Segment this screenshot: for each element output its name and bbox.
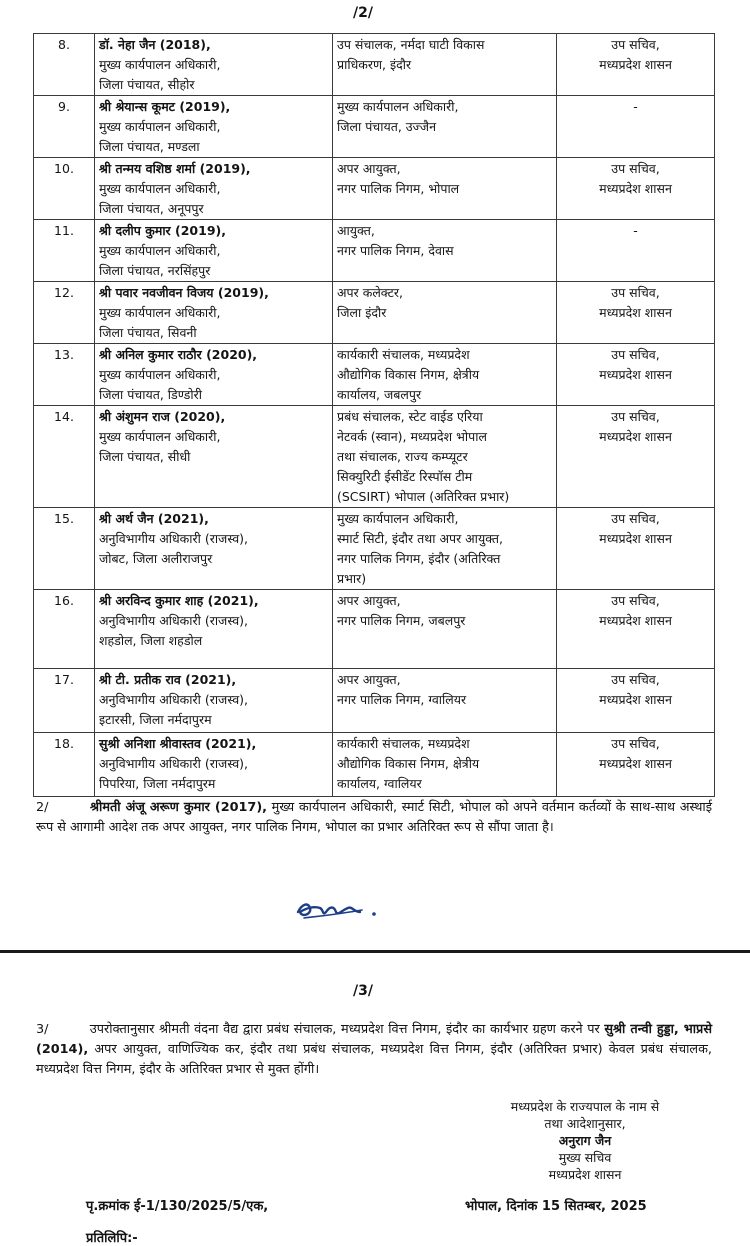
current-posting-line: जिला पंचायत, मण्डला: [99, 139, 200, 154]
new-posting-cell: [333, 508, 557, 590]
officer-name: डॉ. नेहा जैन (2018),: [99, 37, 211, 52]
page-number-2: /2/: [353, 5, 373, 21]
table-row: [34, 406, 715, 508]
table-row: [34, 733, 715, 797]
current-posting-line: मुख्य कार्यपालन अधिकारी,: [99, 429, 221, 444]
rank-line: उप सचिव,: [611, 409, 660, 424]
new-posting-line: अपर आयुक्त,: [337, 593, 401, 608]
new-posting-cell: [333, 733, 557, 797]
serial-number: 10.: [34, 158, 95, 220]
page-divider: [0, 950, 750, 953]
officer-cell: [95, 733, 333, 797]
current-posting-line: अनुविभागीय अधिकारी (राजस्व),: [99, 613, 248, 628]
rank-line: उप सचिव,: [611, 347, 660, 362]
officer-name: श्री श्रेयान्स कूमट (2019),: [99, 99, 231, 114]
rank-cell: [557, 34, 715, 96]
table-row: [34, 669, 715, 733]
officer-name: श्री अरविन्द कुमार शाह (2021),: [99, 593, 259, 608]
rank-cell: [557, 590, 715, 669]
current-posting-line: मुख्य कार्यपालन अधिकारी,: [99, 119, 221, 134]
new-posting-cell: [333, 220, 557, 282]
officer-cell: [95, 590, 333, 669]
rank-line: मध्यप्रदेश शासन: [599, 181, 672, 196]
signature-mark: [290, 888, 390, 926]
new-posting-line: अपर आयुक्त,: [337, 161, 401, 176]
officer-cell: [95, 344, 333, 406]
officer-cell: [95, 406, 333, 508]
current-posting-line: इटारसी, जिला नर्मदापुरम: [99, 712, 212, 727]
rank-line: उप सचिव,: [611, 511, 660, 526]
table-row: [34, 344, 715, 406]
serial-number: 8.: [34, 34, 95, 96]
serial-number: 9.: [34, 96, 95, 158]
rank-cell: [557, 282, 715, 344]
current-posting-line: जोबट, जिला अलीराजपुर: [99, 551, 213, 566]
new-posting-line: मुख्य कार्यपालन अधिकारी,: [337, 99, 459, 114]
new-posting-line: प्राधिकरण, इंदौर: [337, 57, 412, 72]
new-posting-line: जिला पंचायत, उज्जैन: [337, 119, 437, 134]
new-posting-line: (SCSIRT) भोपाल (अतिरिक्त प्रभार): [337, 489, 510, 504]
rank-line: मध्यप्रदेश शासन: [599, 367, 672, 382]
new-posting-cell: [333, 158, 557, 220]
new-posting-line: स्मार्ट सिटी, इंदौर तथा अपर आयुक्त,: [337, 531, 504, 546]
para-2-text: मुख्य कार्यपालन अधिकारी, स्मार्ट सिटी, भोपाल को अपने वर्तमान कर्तव्यों के साथ-साथ अस्थाई रूप से आगामी आदेश तक अपर आयुक्त, नगर पालिक निगम, भोपाल का प्रभार अतिरिक्त रूप से सौंपा जाता है।: [36, 800, 712, 835]
transfer-table: [33, 33, 715, 797]
rank-line: उप सचिव,: [611, 37, 660, 52]
new-posting-cell: [333, 282, 557, 344]
order-number: पृ.क्रमांक ई-1/130/2025/5/एक,: [86, 1199, 269, 1214]
new-posting-line: अपर कलेक्टर,: [337, 285, 404, 300]
paragraph-3: [36, 1020, 712, 1080]
table-row: [34, 34, 715, 96]
rank-cell: [557, 406, 715, 508]
rank-line: उप सचिव,: [611, 672, 660, 687]
current-posting-line: अनुविभागीय अधिकारी (राजस्व),: [99, 531, 248, 546]
rank-line: मध्यप्रदेश शासन: [599, 692, 672, 707]
officer-name: श्री पवार नवजीवन विजय (2019),: [99, 285, 269, 300]
current-posting-line: अनुविभागीय अधिकारी (राजस्व),: [99, 692, 248, 707]
rank-line: उप सचिव,: [611, 593, 660, 608]
rank-line: -: [633, 99, 638, 114]
new-posting-line: औद्योगिक विकास निगम, क्षेत्रीय: [337, 367, 480, 382]
copy-label: प्रतिलिपि:-: [86, 1231, 138, 1246]
serial-number: 12.: [34, 282, 95, 344]
new-posting-cell: [333, 96, 557, 158]
page-number-3: /3/: [353, 983, 373, 999]
para-3-number: 3/: [36, 1022, 49, 1037]
serial-number: 14.: [34, 406, 95, 508]
rank-line: मध्यप्रदेश शासन: [599, 756, 672, 771]
new-posting-cell: [333, 344, 557, 406]
table-row: [34, 282, 715, 344]
serial-number: 15.: [34, 508, 95, 590]
signatory-government: मध्यप्रदेश शासन: [548, 1167, 622, 1182]
rank-cell: [557, 158, 715, 220]
new-posting-line: नगर पालिक निगम, ग्वालियर: [337, 692, 467, 707]
new-posting-line: तथा संचालक, राज्य कम्प्यूटर: [337, 449, 468, 464]
paragraph-2: [36, 798, 712, 838]
new-posting-line: नगर पालिक निगम, जबलपुर: [337, 613, 466, 628]
rank-line: उप सचिव,: [611, 736, 660, 751]
current-posting-line: जिला पंचायत, सीहोर: [99, 77, 195, 92]
officer-name: श्री अंशुमन राज (2020),: [99, 409, 226, 424]
rank-line: उप सचिव,: [611, 285, 660, 300]
officer-name: सुश्री अनिशा श्रीवास्तव (2021),: [99, 736, 257, 751]
rank-line: -: [633, 223, 638, 238]
signature-line-1: मध्यप्रदेश के राज्यपाल के नाम से: [510, 1099, 660, 1114]
new-posting-line: नगर पालिक निगम, भोपाल: [337, 181, 460, 196]
current-posting-line: मुख्य कार्यपालन अधिकारी,: [99, 305, 221, 320]
new-posting-line: कार्यकारी संचालक, मध्यप्रदेश: [337, 347, 470, 362]
rank-cell: [557, 669, 715, 733]
rank-line: मध्यप्रदेश शासन: [599, 613, 672, 628]
serial-number: 11.: [34, 220, 95, 282]
officer-cell: [95, 669, 333, 733]
officer-name: श्री टी. प्रतीक राव (2021),: [99, 672, 237, 687]
new-posting-line: जिला इंदौर: [337, 305, 387, 320]
signatory-name: अनुराग जैन: [558, 1133, 612, 1148]
current-posting-line: जिला पंचायत, अनूपपुर: [99, 201, 204, 216]
rank-line: मध्यप्रदेश शासन: [599, 531, 672, 546]
current-posting-line: मुख्य कार्यपालन अधिकारी,: [99, 57, 221, 72]
new-posting-cell: [333, 406, 557, 508]
rank-line: मध्यप्रदेश शासन: [599, 57, 672, 72]
table-row: [34, 220, 715, 282]
new-posting-line: नगर पालिक निगम, इंदौर (अतिरिक्त: [337, 551, 501, 566]
new-posting-line: आयुक्त,: [337, 223, 375, 238]
new-posting-cell: [333, 34, 557, 96]
para-2-number: 2/: [36, 800, 49, 815]
signatory-designation: मुख्य सचिव: [558, 1150, 612, 1165]
current-posting-line: शहडोल, जिला शहडोल: [99, 633, 203, 648]
serial-number: 16.: [34, 590, 95, 669]
para-3-text-1: उपरोक्तानुसार श्रीमती वंदना वैद्य द्वारा प्रबंध संचालक, मध्यप्रदेश वित्त निगम, इंदौर का कार्यभार ग्रहण करने पर: [89, 1022, 600, 1037]
rank-cell: [557, 344, 715, 406]
officer-name: श्री अनिल कुमार राठौर (2020),: [99, 347, 258, 362]
serial-number: 18.: [34, 733, 95, 797]
new-posting-line: प्रबंध संचालक, स्टेट वाईड एरिया: [337, 409, 483, 424]
rank-line: उप सचिव,: [611, 161, 660, 176]
rank-cell: [557, 508, 715, 590]
officer-cell: [95, 508, 333, 590]
serial-number: 17.: [34, 669, 95, 733]
new-posting-line: नेटवर्क (स्वान), मध्यप्रदेश भोपाल: [337, 429, 487, 444]
new-posting-line: नगर पालिक निगम, देवास: [337, 243, 454, 258]
new-posting-line: कार्यालय, जबलपुर: [337, 387, 422, 402]
new-posting-line: अपर आयुक्त,: [337, 672, 401, 687]
signature-line-2: तथा आदेशानुसार,: [544, 1116, 626, 1131]
current-posting-line: जिला पंचायत, नरसिंहपुर: [99, 263, 211, 278]
officer-name: श्री दलीप कुमार (2019),: [99, 223, 226, 238]
table-row: [34, 96, 715, 158]
rank-line: मध्यप्रदेश शासन: [599, 429, 672, 444]
new-posting-line: प्रभार): [337, 571, 367, 586]
table-row: [34, 158, 715, 220]
new-posting-line: मुख्य कार्यपालन अधिकारी,: [337, 511, 459, 526]
officer-cell: [95, 34, 333, 96]
new-posting-line: उप संचालक, नर्मदा घाटी विकास: [337, 37, 485, 52]
para-2-officer-name: श्रीमती अंजू अरूण कुमार (2017),: [89, 800, 268, 815]
officer-cell: [95, 282, 333, 344]
rank-cell: [557, 733, 715, 797]
rank-cell: [557, 96, 715, 158]
current-posting-line: जिला पंचायत, डिण्डोरी: [99, 387, 202, 402]
current-posting-line: जिला पंचायत, सीधी: [99, 449, 191, 464]
rank-cell: [557, 220, 715, 282]
new-posting-line: औद्योगिक विकास निगम, क्षेत्रीय: [337, 756, 480, 771]
current-posting-line: मुख्य कार्यपालन अधिकारी,: [99, 367, 221, 382]
table-row: [34, 508, 715, 590]
officer-cell: [95, 96, 333, 158]
new-posting-line: कार्यकारी संचालक, मध्यप्रदेश: [337, 736, 470, 751]
current-posting-line: पिपरिया, जिला नर्मदापुरम: [99, 776, 216, 791]
officer-cell: [95, 220, 333, 282]
rank-line: मध्यप्रदेश शासन: [599, 305, 672, 320]
officer-name: श्री तन्मय वशिष्ठ शर्मा (2019),: [99, 161, 251, 176]
current-posting-line: अनुविभागीय अधिकारी (राजस्व),: [99, 756, 248, 771]
table-row: [34, 590, 715, 669]
para-3-text-2: अपर आयुक्त, वाणिज्यिक कर, इंदौर तथा प्रबंध संचालक, मध्यप्रदेश वित्त निगम, इंदौर (अतिरिक्त प्रभार) केवल प्रबंध संचालक, मध्यप्रदेश वित्त निगम, इंदौर के अतिरिक्त प्रभार से मुक्त होंगी।: [36, 1042, 712, 1077]
new-posting-line: सिक्युरिटी ईसीडेंट रिस्पॉस टीम: [337, 469, 473, 484]
order-date: भोपाल, दिनांक 15 सितम्बर, 2025: [465, 1199, 647, 1214]
para-3-officer-name: सुश्री तन्वी हुड्डा, भाप्रसे (2014),: [36, 1022, 712, 1057]
current-posting-line: जिला पंचायत, सिवनी: [99, 325, 197, 340]
officer-name: श्री अर्थ जैन (2021),: [99, 511, 209, 526]
current-posting-line: मुख्य कार्यपालन अधिकारी,: [99, 243, 221, 258]
signature-block: [470, 1098, 700, 1183]
serial-number: 13.: [34, 344, 95, 406]
current-posting-line: मुख्य कार्यपालन अधिकारी,: [99, 181, 221, 196]
new-posting-cell: [333, 669, 557, 733]
new-posting-line: कार्यालय, ग्वालियर: [337, 776, 422, 791]
officer-cell: [95, 158, 333, 220]
new-posting-cell: [333, 590, 557, 669]
